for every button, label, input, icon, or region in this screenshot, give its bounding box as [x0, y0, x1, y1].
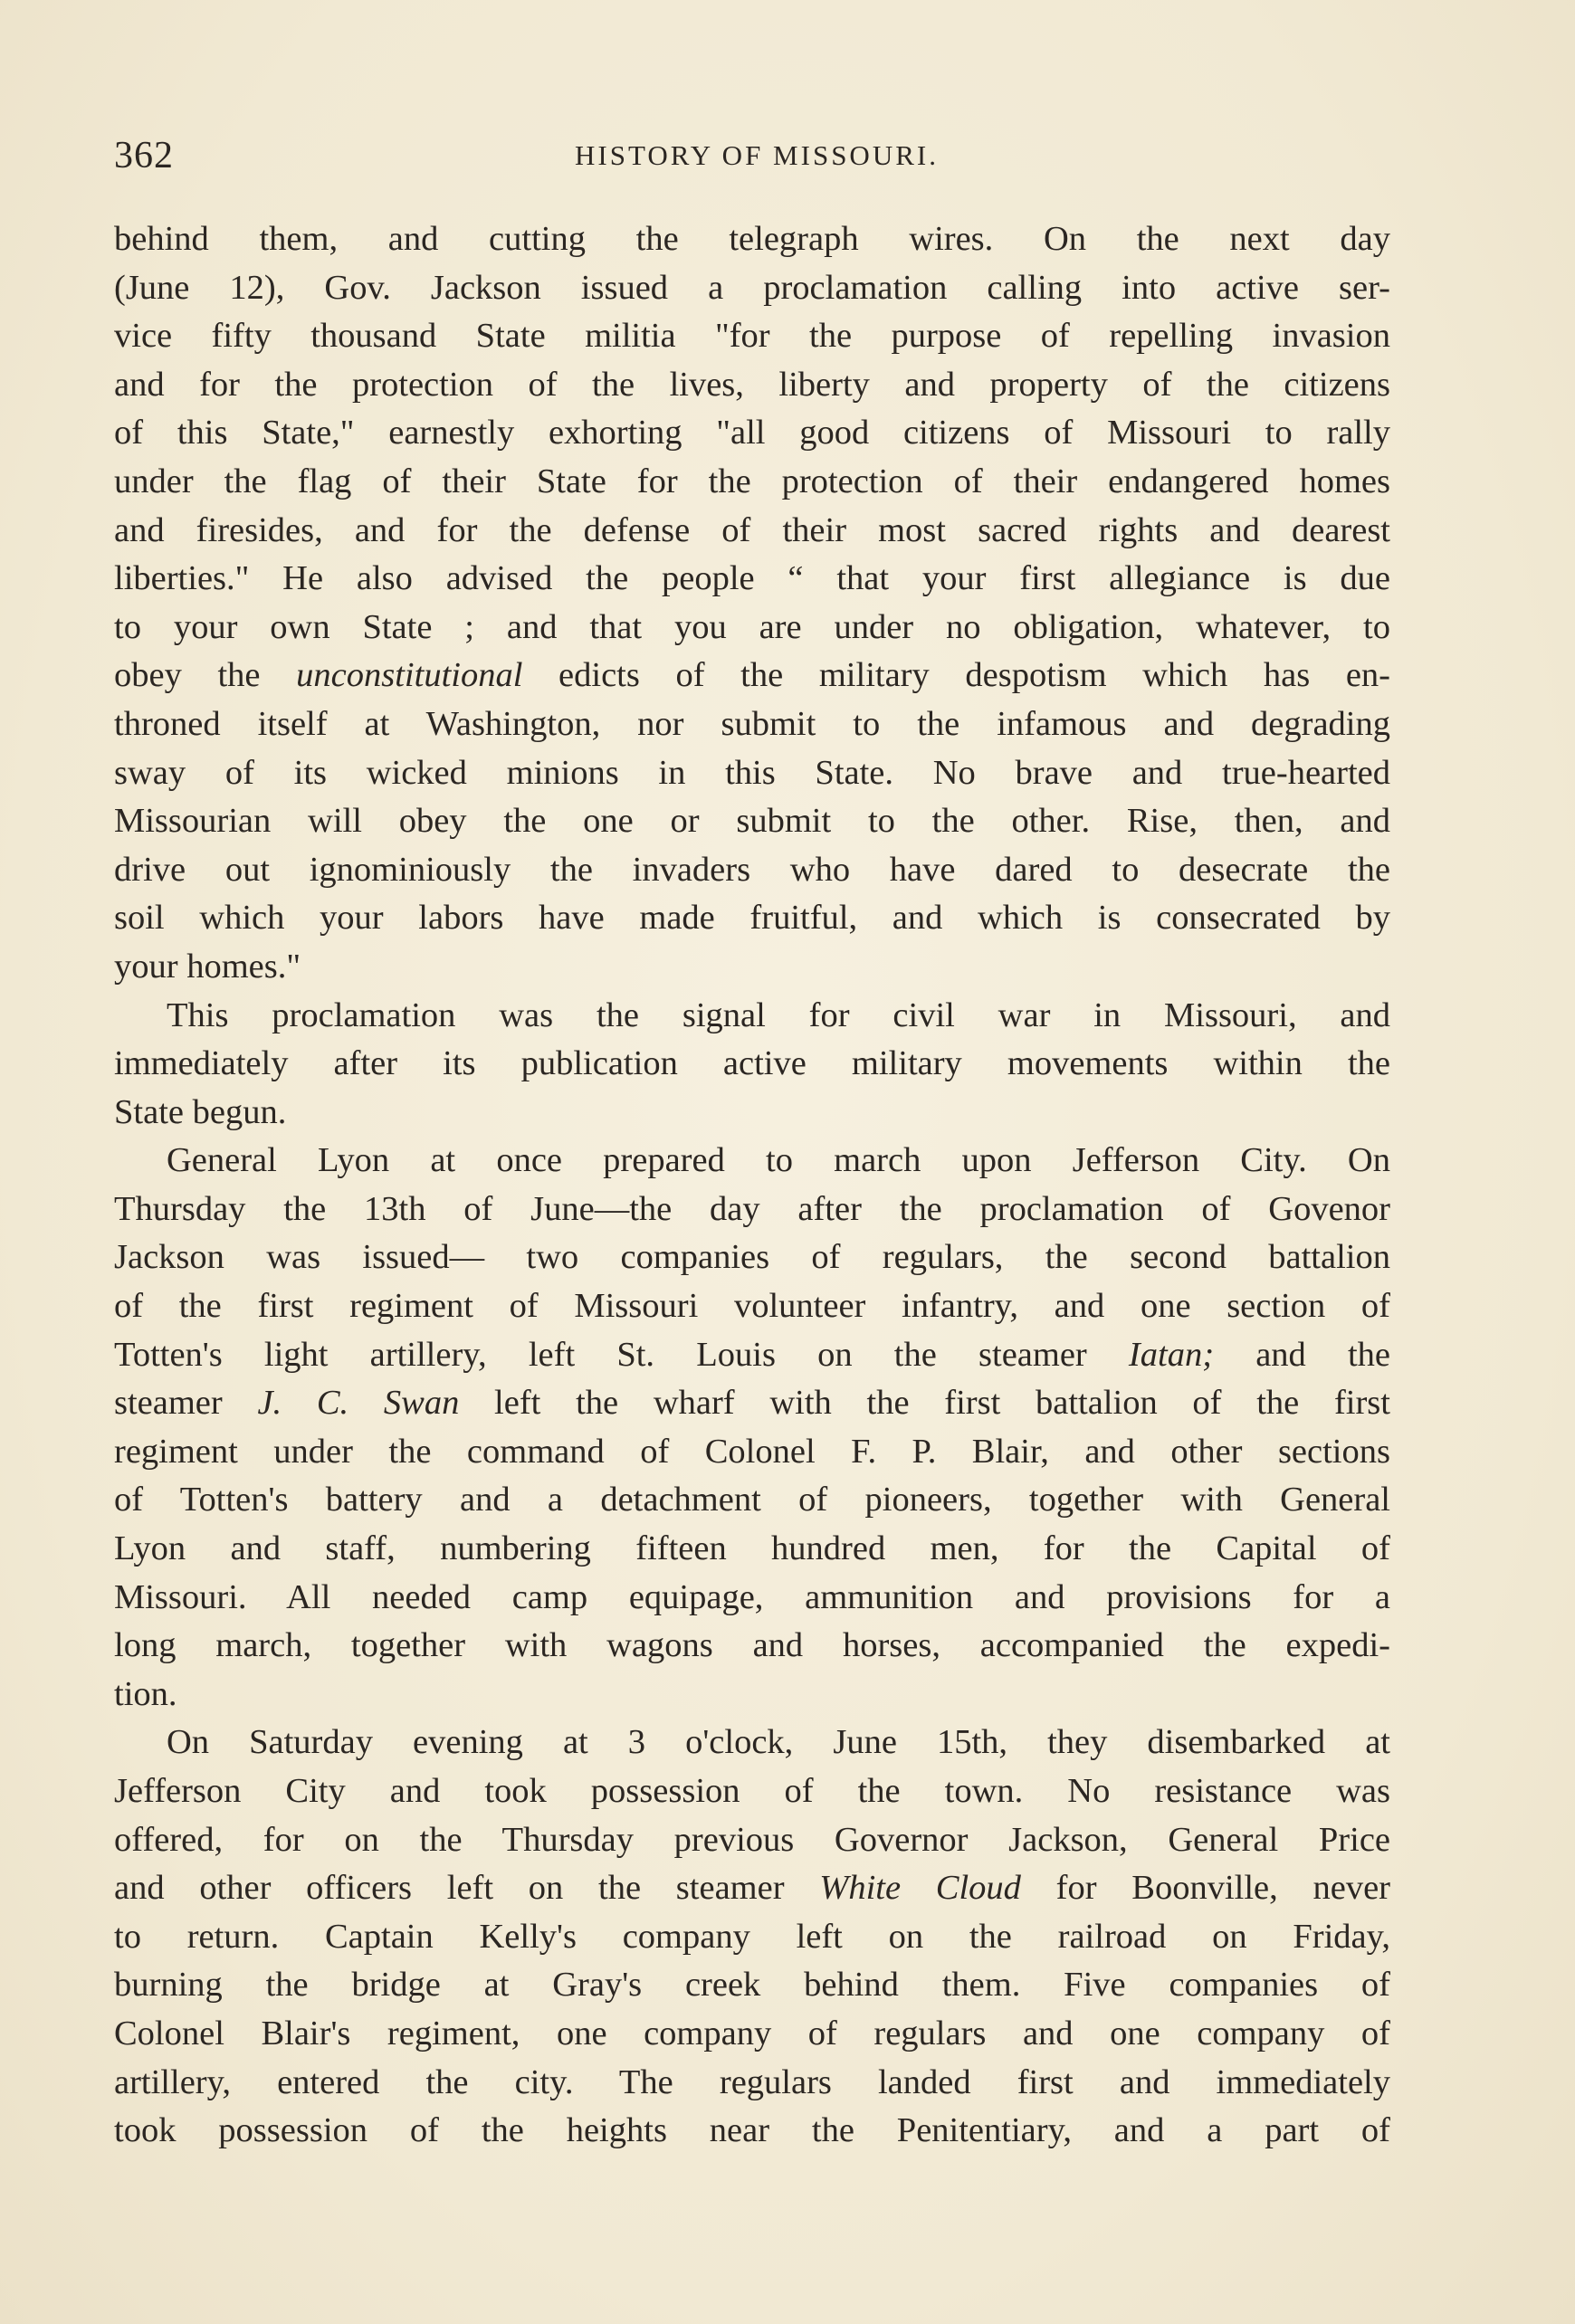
text-line: vice fifty thousand State militia "for the purpose of repelling invasion [114, 317, 1390, 356]
text-line [114, 1331, 1390, 1380]
text-line: Thursday the 13th of June—the day after the proclamation of Govenor [114, 1189, 1390, 1228]
text-line: Jackson was issued— two companies of regulars, the second battalion [114, 1238, 1390, 1277]
text-line: offered, for on the Thursday previous Governor Jackson, General Price [114, 1820, 1390, 1859]
page-number: 362 [114, 135, 174, 176]
text-line: of the first regiment of Missouri volunteer infantry, and one section of [114, 1287, 1390, 1326]
text-line [114, 1864, 1390, 1913]
text-segment: steamer [114, 1384, 258, 1423]
text-line: and for the protection of the lives, liberty and property of the citizens [114, 365, 1390, 404]
text-line: Missouri. All needed camp equipage, ammunition and provisions for a [114, 1577, 1390, 1616]
italic-text: White Cloud [819, 1869, 1021, 1908]
text-line: burning the bridge at Gray's creek behind them. Five companies of [114, 1966, 1390, 2005]
text-line: liberties." He also advised the people “ that your first allegiance is due [114, 559, 1390, 598]
text-line [114, 1379, 1390, 1428]
text-segment: for Boonville, never [1020, 1869, 1390, 1908]
text-segment: and other officers left on the steamer [114, 1869, 820, 1908]
text-line: On Saturday evening at 3 o'clock, June 15th, they disembarked at [167, 1723, 1390, 1762]
text-line: tion. [114, 1674, 177, 1713]
text-line: Missourian will obey the one or submit to the other. Rise, then, and [114, 802, 1390, 841]
text-line [114, 652, 1390, 700]
text-line: your homes." [114, 947, 301, 986]
text-line: of this State," earnestly exhorting "all good citizens of Missouri to rally [114, 414, 1390, 452]
text-segment: edicts of the military despotism which has en- [522, 656, 1391, 695]
text-segment: Totten's light artillery, left St. Louis on the steamer [114, 1335, 1129, 1374]
text-segment: left the wharf with the first battalion of the first [459, 1384, 1390, 1423]
running-title: HISTORY OF MISSOURI. [575, 139, 939, 171]
text-line: immediately after its publication active military movements within the [114, 1044, 1390, 1083]
text-line: under the flag of their State for the protection of their endangered homes [114, 462, 1390, 500]
body-text [114, 215, 1390, 2156]
text-line: and firesides, and for the defense of their most sacred rights and dearest [114, 510, 1390, 549]
text-line: behind them, and cutting the telegraph wires. On the next day [114, 220, 1390, 258]
text-line: State begun. [114, 1092, 287, 1131]
italic-text: unconstitutional [296, 656, 523, 695]
text-line: Jefferson City and took possession of the town. No resistance was [114, 1772, 1390, 1810]
text-line: Lyon and staff, numbering fifteen hundred men, for the Capital of [114, 1529, 1390, 1568]
text-line: long march, together with wagons and horses, accompanied the expedi- [114, 1626, 1390, 1665]
text-line: General Lyon at once prepared to march upon Jefferson City. On [167, 1141, 1390, 1180]
text-line: This proclamation was the signal for civil war in Missouri, and [167, 995, 1390, 1034]
text-line: sway of its wicked minions in this State. No brave and true-hearted [114, 753, 1390, 792]
text-segment: obey the [114, 656, 297, 695]
text-line: Colonel Blair's regiment, one company of regulars and one company of [114, 2014, 1390, 2053]
text-line: to your own State ; and that you are under no obligation, whatever, to [114, 607, 1390, 646]
text-line: drive out ignominiously the invaders who have dared to desecrate the [114, 850, 1390, 889]
text-line: (June 12), Gov. Jackson issued a proclamation calling into active ser- [114, 268, 1390, 307]
text-line: throned itself at Washington, nor submit to the infamous and degrading [114, 704, 1390, 743]
text-line: soil which your labors have made fruitful, and which is consecrated by [114, 899, 1390, 938]
text-line: of Totten's battery and a detachment of pioneers, together with General [114, 1481, 1390, 1519]
text-line: to return. Captain Kelly's company left on the railroad on Friday, [114, 1917, 1390, 1956]
text-segment: and the [1214, 1335, 1391, 1374]
text-line: regiment under the command of Colonel F. P. Blair, and other sections [114, 1432, 1390, 1471]
page-header [114, 134, 1399, 179]
text-line: took possession of the heights near the Penitentiary, and a part of [114, 2111, 1390, 2150]
italic-text: Iatan; [1128, 1335, 1215, 1374]
text-line: artillery, entered the city. The regulars landed first and immediately [114, 2062, 1390, 2101]
italic-text: J. C. Swan [257, 1384, 460, 1423]
